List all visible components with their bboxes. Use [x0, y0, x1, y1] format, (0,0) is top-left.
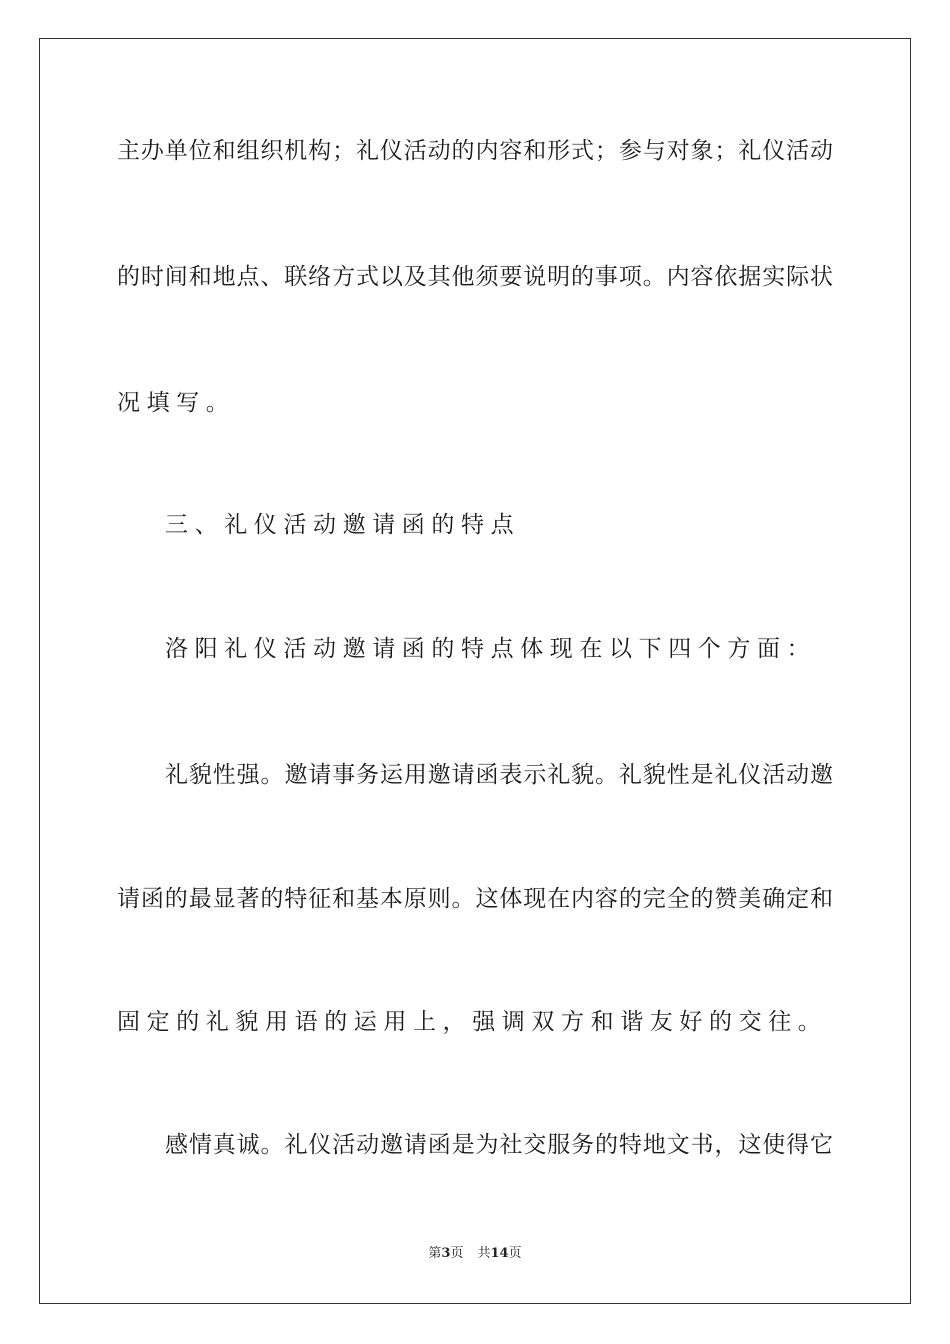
body-line-9: 感情真诚。礼仪活动邀请函是为社交服务的特地文书，这使得它 [165, 1132, 833, 1158]
total-prefix: 共 [477, 1246, 491, 1261]
body-line-6: 礼貌性强。邀请事务运用邀请函表示礼貌。礼貌性是礼仪活动邀 [165, 762, 833, 788]
total-suffix: 页 [508, 1246, 522, 1261]
body-line-2: 的时间和地点、联络方式以及其他须要说明的事项。内容依据实际状 [117, 264, 833, 290]
page-footer [0, 1245, 950, 1263]
page-suffix: 页 [450, 1246, 464, 1261]
page-border [39, 38, 911, 1304]
page-number: 3 [441, 1246, 451, 1261]
body-line-3: 况填写。 [117, 390, 236, 416]
body-line-7: 请函的最显著的特征和基本原则。这体现在内容的完全的赞美确定和 [117, 886, 833, 912]
body-line-5: 洛阳礼仪活动邀请函的特点体现在以下四个方面： [165, 636, 817, 662]
page-prefix: 第 [428, 1246, 442, 1261]
body-line-1: 主办单位和组织机构；礼仪活动的内容和形式；参与对象；礼仪活动 [117, 138, 833, 164]
section-heading: 三、礼仪活动邀请函的特点 [165, 512, 521, 538]
total-pages: 14 [490, 1246, 509, 1261]
body-line-8: 固定的礼貌用语的运用上，强调双方和谐友好的交往。 [117, 1009, 828, 1035]
